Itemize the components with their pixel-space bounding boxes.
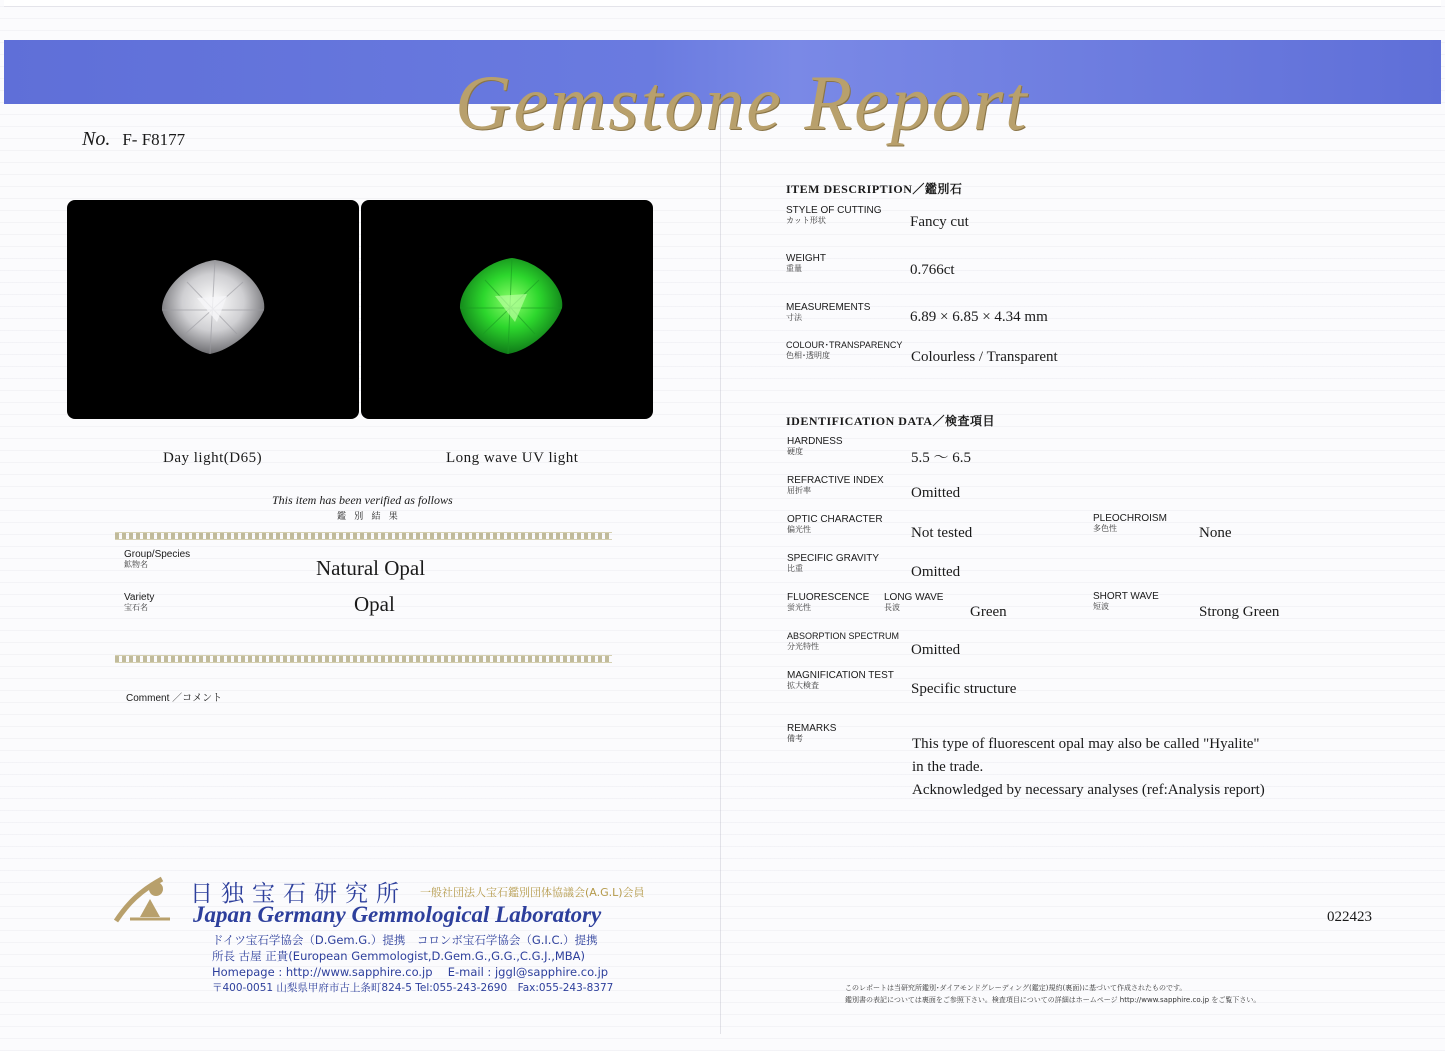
- colour-label: [786, 340, 902, 360]
- remarks-label-jp: 備考: [787, 734, 803, 743]
- uv-caption: Long wave UV light: [446, 450, 579, 466]
- remarks-line-3: Acknowledged by necessary analyses (ref:Analysis report): [912, 782, 1265, 798]
- report-title: Gemstone Report: [455, 59, 1029, 146]
- colour-value: Colourless / Transparent: [911, 349, 1058, 365]
- weight-label: [786, 253, 826, 273]
- item-description-heading: ITEM DESCRIPTION／鑑別石: [786, 182, 963, 196]
- cutting-label: [786, 205, 882, 225]
- hardness-label: [787, 436, 843, 456]
- long-wave-label: [884, 592, 943, 612]
- pleochroism-label: [1093, 513, 1167, 533]
- hardness-value: 5.5 ～ 6.5: [911, 450, 972, 466]
- short-wave-label-jp: 短波: [1093, 602, 1109, 611]
- number-label: No.: [82, 128, 111, 150]
- lab-name-jp: 日独宝石研究所: [190, 881, 407, 907]
- gem-uv-image: [361, 200, 653, 419]
- optic-character-label-jp: 偏光性: [787, 525, 811, 534]
- lab-name-en: Japan Germany Gemmological Laboratory: [193, 902, 602, 927]
- fluorescence-label-en: FLUORESCENCE: [787, 592, 870, 603]
- short-wave-value: Strong Green: [1199, 604, 1280, 620]
- variety-label: [124, 592, 154, 612]
- optic-character-label: [787, 514, 883, 534]
- colour-label-en: COLOUR･TRANSPARENCY: [786, 340, 903, 350]
- comment-label: Comment ／コメント: [126, 693, 223, 704]
- colour-label-jp: 色相･透明度: [786, 351, 830, 360]
- lab-affiliations: ドイツ宝石学協会（D.Gem.G.）提携 コロンボ宝石学協会（G.I.C.）提携: [212, 933, 598, 947]
- specific-gravity-label-en: SPECIFIC GRAVITY: [787, 553, 880, 564]
- refractive-index-label: [787, 475, 884, 495]
- ornamental-divider-top: [115, 532, 612, 540]
- cutting-label-en: STYLE OF CUTTING: [786, 205, 882, 216]
- cutting-label-jp: カット形状: [786, 216, 826, 225]
- hardness-label-jp: 硬度: [787, 447, 803, 456]
- pleochroism-label-jp: 多色性: [1093, 524, 1117, 533]
- lab-address: 〒400-0051 山梨県甲府市古上条町824-5 Tel:055-243-2690 Fax:055-243-8377: [212, 982, 614, 994]
- remarks-label-en: REMARKS: [787, 723, 837, 734]
- group-species-label: [124, 549, 190, 569]
- specific-gravity-label: [787, 553, 879, 573]
- variety-value: Opal: [354, 592, 395, 616]
- long-wave-value: Green: [970, 604, 1007, 620]
- page-fold: [720, 104, 721, 1034]
- weight-label-en: WEIGHT: [786, 253, 826, 264]
- measurements-value: 6.89 × 6.85 × 4.34 mm: [910, 309, 1048, 325]
- variety-label-jp: 宝石名: [124, 603, 148, 612]
- lab-contact: Homepage : http://www.sapphire.co.jp E-mail : jggl@sapphire.co.jp: [212, 965, 609, 979]
- pleochroism-value: None: [1199, 525, 1232, 541]
- absorption-spectrum-value: Omitted: [911, 642, 961, 658]
- ornamental-divider-bottom: [115, 655, 612, 663]
- association-membership: 一般社団法人宝石鑑別団体協議会(A.G.L)会員: [420, 886, 645, 899]
- top-edge: [4, 0, 1441, 7]
- hardness-label-en: HARDNESS: [787, 436, 843, 447]
- absorption-spectrum-label-en: ABSORPTION SPECTRUM: [787, 631, 900, 641]
- magnification-label: [787, 670, 894, 690]
- identification-heading: IDENTIFICATION DATA／検査項目: [786, 414, 996, 428]
- measurements-label-jp: 寸法: [786, 313, 802, 322]
- group-species-value: Natural Opal: [316, 556, 426, 580]
- footnote-line-2: 鑑別書の表記については裏面をご参照下さい。検査項目についての詳細はホームページ http://www.sapphire.co.jp をご覧下さい。: [845, 996, 1261, 1004]
- footnote-line-1: このレポートは当研究所鑑別･ダイアモンドグレーディング(鑑定)規約(裏面)に基づいて作成されたものです。: [845, 984, 1187, 992]
- refractive-index-value: Omitted: [911, 485, 961, 501]
- short-wave-label: [1093, 591, 1159, 611]
- refractive-index-label-en: REFRACTIVE INDEX: [787, 475, 884, 486]
- verification-statement-jp: 鑑 別 結 果: [337, 511, 401, 521]
- group-species-label-jp: 鉱物名: [124, 560, 148, 569]
- fluorescence-label: [787, 592, 869, 612]
- remarks-label: [787, 723, 836, 743]
- group-species-label-en: Group/Species: [124, 549, 191, 560]
- lab-director: 所長 古屋 正貴(European Gemmologist,D.Gem.G.,G.G.,C.G.J.,MBA): [212, 949, 586, 963]
- measurements-label-en: MEASUREMENTS: [786, 302, 871, 313]
- uv-photo: [361, 200, 653, 419]
- absorption-spectrum-label-jp: 分光特性: [787, 642, 819, 651]
- long-wave-label-en: LONG WAVE: [884, 592, 944, 603]
- specific-gravity-value: Omitted: [911, 564, 961, 580]
- refractive-index-label-jp: 屈折率: [787, 486, 811, 495]
- cutting-value: Fancy cut: [910, 214, 969, 230]
- optic-character-value: Not tested: [911, 525, 973, 541]
- reference-number: 022423: [1327, 909, 1372, 925]
- weight-label-jp: 重量: [786, 264, 802, 273]
- magnification-value: Specific structure: [911, 681, 1017, 697]
- magnification-label-jp: 拡大検査: [787, 681, 819, 690]
- gem-daylight-image: [67, 200, 359, 419]
- absorption-spectrum-label: [787, 631, 899, 651]
- short-wave-label-en: SHORT WAVE: [1093, 591, 1159, 602]
- magnification-label-en: MAGNIFICATION TEST: [787, 670, 894, 681]
- measurements-label: [786, 302, 870, 322]
- pleochroism-label-en: PLEOCHROISM: [1093, 513, 1167, 524]
- daylight-caption: Day light(D65): [163, 450, 263, 466]
- lab-logo-icon: [110, 873, 182, 925]
- daylight-photo: [67, 200, 359, 419]
- fluorescence-label-jp: 蛍光性: [787, 603, 811, 612]
- variety-label-en: Variety: [124, 592, 155, 603]
- weight-value: 0.766ct: [910, 262, 955, 278]
- remarks-line-1: This type of fluorescent opal may also be called "Hyalite": [912, 736, 1260, 752]
- long-wave-label-jp: 長波: [884, 603, 900, 612]
- optic-character-label-en: OPTIC CHARACTER: [787, 514, 883, 525]
- verification-statement: This item has been verified as follows: [272, 493, 453, 507]
- specific-gravity-label-jp: 比重: [787, 564, 803, 573]
- number-value: F- F8177: [122, 130, 186, 149]
- certificate-number: [82, 128, 185, 151]
- remarks-line-2: in the trade.: [912, 759, 984, 775]
